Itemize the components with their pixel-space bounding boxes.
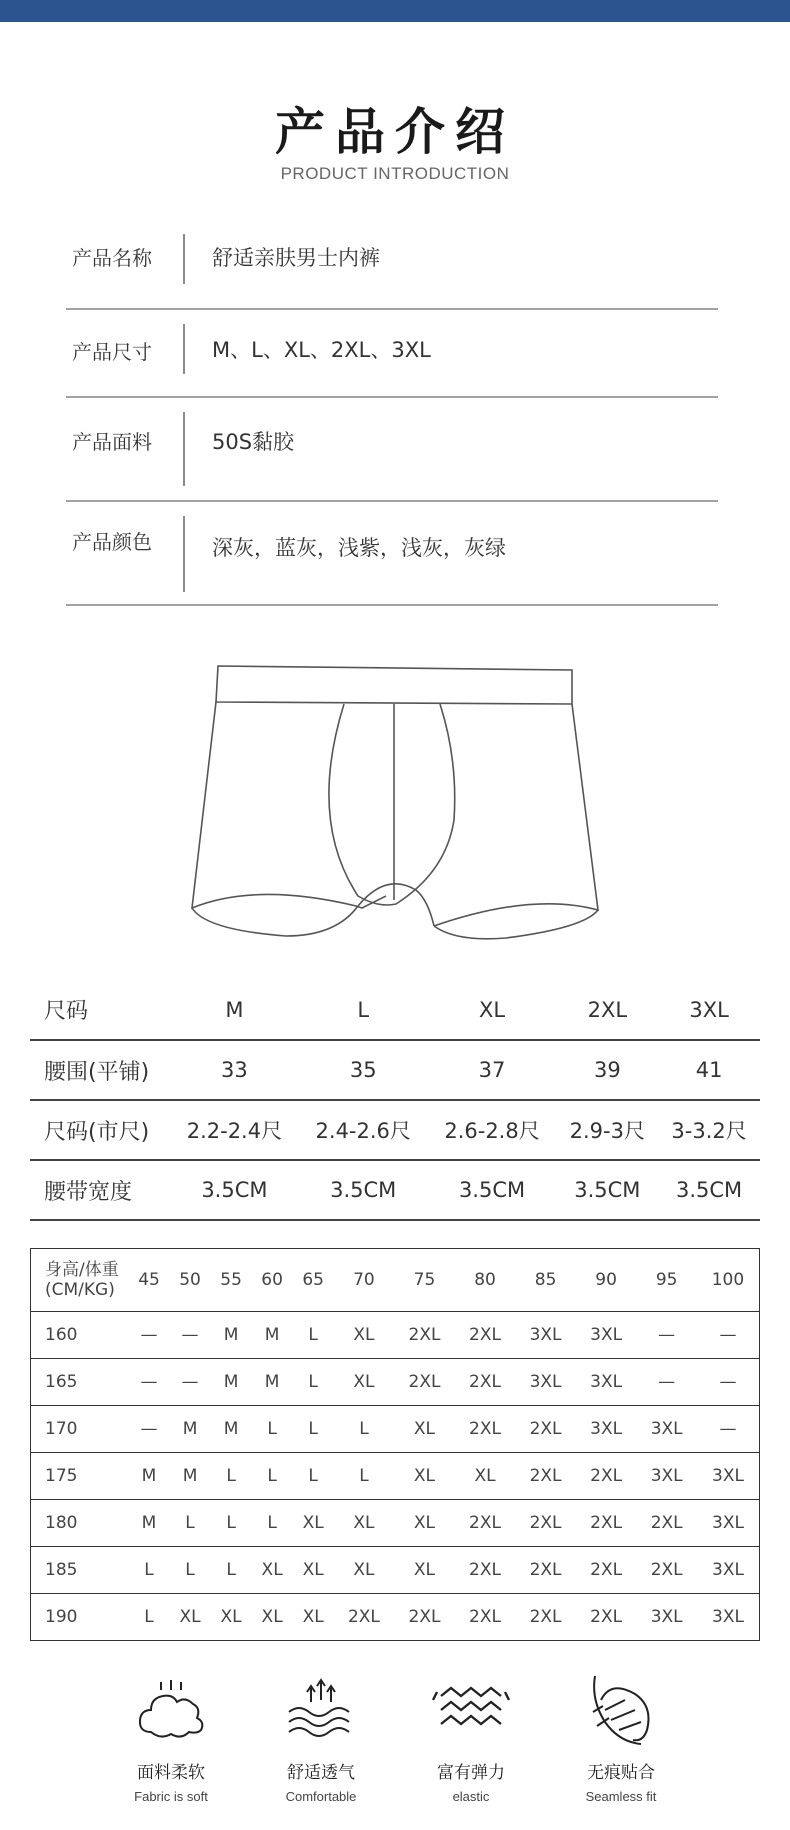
fit-header-line2: (CM/KG) bbox=[45, 1280, 115, 1300]
feature-title: 面料柔软 bbox=[137, 1763, 205, 1783]
height-cell: 165 bbox=[31, 1359, 129, 1406]
fit-row bbox=[31, 1359, 760, 1406]
info-value: 深灰，蓝灰，浅紫，浅灰，灰绿 bbox=[212, 536, 506, 560]
info-label: 产品颜色 bbox=[72, 530, 152, 554]
feature-title: 舒适透气 bbox=[287, 1763, 355, 1783]
fit-size-cell: M bbox=[170, 1406, 211, 1453]
top-color-bar bbox=[0, 0, 790, 22]
fit-corner-header bbox=[31, 1249, 129, 1312]
info-label: 产品尺寸 bbox=[72, 340, 152, 364]
height-weight-fit-table bbox=[30, 1248, 760, 1641]
size-cell: L bbox=[299, 980, 428, 1040]
fit-size-cell: XL bbox=[170, 1594, 211, 1641]
size-cell: 2.9-3尺 bbox=[556, 1100, 658, 1160]
size-cell: 2.2-2.4尺 bbox=[170, 1100, 299, 1160]
feature-caption: Fabric is soft bbox=[134, 1789, 208, 1804]
weight-header: 80 bbox=[455, 1249, 516, 1312]
left-leg-outline bbox=[192, 702, 386, 908]
fit-size-cell: XL bbox=[334, 1312, 395, 1359]
fit-header-row bbox=[31, 1249, 760, 1312]
weight-header: 65 bbox=[293, 1249, 334, 1312]
fit-size-cell: 2XL bbox=[515, 1500, 576, 1547]
size-cell: 33 bbox=[170, 1040, 299, 1100]
height-cell: 185 bbox=[31, 1547, 129, 1594]
fit-size-cell: XL bbox=[455, 1453, 516, 1500]
fit-size-cell: — bbox=[697, 1312, 760, 1359]
row-header: 尺码(市尺) bbox=[30, 1100, 170, 1160]
fit-size-cell: M bbox=[170, 1453, 211, 1500]
fit-row bbox=[31, 1547, 760, 1594]
fit-size-cell: 3XL bbox=[697, 1594, 760, 1641]
fit-size-cell: M bbox=[129, 1500, 170, 1547]
fit-size-cell: 2XL bbox=[394, 1594, 455, 1641]
info-value: 舒适亲肤男士内裤 bbox=[212, 246, 380, 270]
row-header: 腰带宽度 bbox=[30, 1160, 170, 1220]
fit-row bbox=[31, 1406, 760, 1453]
fit-size-cell: L bbox=[293, 1312, 334, 1359]
fit-size-cell: 3XL bbox=[576, 1406, 637, 1453]
info-label: 产品名称 bbox=[72, 246, 152, 270]
fit-size-cell: 2XL bbox=[515, 1453, 576, 1500]
weight-header: 95 bbox=[636, 1249, 697, 1312]
fit-size-cell: M bbox=[211, 1359, 252, 1406]
fit-row bbox=[31, 1453, 760, 1500]
fit-size-cell: XL bbox=[293, 1500, 334, 1547]
fit-size-cell: — bbox=[129, 1406, 170, 1453]
size-cell: 3XL bbox=[658, 980, 760, 1040]
fit-size-cell: L bbox=[334, 1453, 395, 1500]
info-value: 50S黏胶 bbox=[212, 430, 295, 454]
weight-header: 90 bbox=[576, 1249, 637, 1312]
fit-size-cell: 2XL bbox=[455, 1547, 516, 1594]
height-cell: 190 bbox=[31, 1594, 129, 1641]
elastic-zigzag-icon bbox=[431, 1670, 511, 1750]
divider bbox=[183, 324, 185, 374]
feature-seamless bbox=[546, 1670, 696, 1804]
fit-size-cell: XL bbox=[394, 1406, 455, 1453]
fit-size-cell: L bbox=[170, 1500, 211, 1547]
height-cell: 180 bbox=[31, 1500, 129, 1547]
fit-size-cell: 2XL bbox=[636, 1547, 697, 1594]
weight-header: 55 bbox=[211, 1249, 252, 1312]
fit-size-cell: L bbox=[211, 1500, 252, 1547]
fit-size-cell: — bbox=[697, 1359, 760, 1406]
fit-size-cell: L bbox=[293, 1359, 334, 1406]
size-row-chi bbox=[30, 1100, 760, 1160]
fit-size-cell: XL bbox=[293, 1547, 334, 1594]
size-cell: XL bbox=[428, 980, 557, 1040]
fit-row bbox=[31, 1312, 760, 1359]
page-subtitle: PRODUCT INTRODUCTION bbox=[280, 164, 510, 183]
page-title: 产品介绍 bbox=[275, 103, 515, 161]
row-header: 腰围(平铺) bbox=[30, 1040, 170, 1100]
divider bbox=[183, 234, 185, 284]
size-cell: 37 bbox=[428, 1040, 557, 1100]
fit-size-cell: XL bbox=[334, 1547, 395, 1594]
fit-size-cell: — bbox=[170, 1312, 211, 1359]
size-row-size bbox=[30, 980, 760, 1040]
feather-icon bbox=[581, 1670, 661, 1750]
size-row-band bbox=[30, 1160, 760, 1220]
fit-size-cell: — bbox=[636, 1359, 697, 1406]
fit-size-cell: 2XL bbox=[455, 1406, 516, 1453]
fit-size-cell: 2XL bbox=[576, 1594, 637, 1641]
fit-size-cell: 3XL bbox=[697, 1547, 760, 1594]
fit-size-cell: XL bbox=[334, 1500, 395, 1547]
divider bbox=[183, 516, 185, 592]
row-header: 尺码 bbox=[30, 980, 170, 1040]
fit-size-cell: 2XL bbox=[394, 1312, 455, 1359]
fit-size-cell: 2XL bbox=[515, 1547, 576, 1594]
fit-size-cell: 3XL bbox=[576, 1312, 637, 1359]
fit-size-cell: 3XL bbox=[697, 1500, 760, 1547]
size-cell: 3.5CM bbox=[556, 1160, 658, 1220]
fit-size-cell: 2XL bbox=[455, 1312, 516, 1359]
fit-size-cell: 2XL bbox=[334, 1594, 395, 1641]
size-cell: 41 bbox=[658, 1040, 760, 1100]
fit-size-cell: 3XL bbox=[636, 1406, 697, 1453]
left-hem bbox=[192, 906, 358, 936]
fit-size-cell: 2XL bbox=[455, 1500, 516, 1547]
feature-title: 富有弹力 bbox=[437, 1763, 505, 1783]
size-cell: 2XL bbox=[556, 980, 658, 1040]
fit-size-cell: L bbox=[211, 1547, 252, 1594]
fit-size-cell: L bbox=[252, 1453, 293, 1500]
height-cell: 160 bbox=[31, 1312, 129, 1359]
size-cell: 3.5CM bbox=[299, 1160, 428, 1220]
size-table bbox=[30, 980, 760, 1221]
fit-size-cell: L bbox=[293, 1453, 334, 1500]
fit-size-cell: XL bbox=[252, 1547, 293, 1594]
info-row-name bbox=[66, 222, 718, 310]
fit-size-cell: M bbox=[252, 1359, 293, 1406]
weight-header: 85 bbox=[515, 1249, 576, 1312]
product-info-list bbox=[66, 222, 718, 606]
fit-size-cell: XL bbox=[334, 1359, 395, 1406]
fit-size-cell: 2XL bbox=[576, 1453, 637, 1500]
fit-size-cell: L bbox=[170, 1547, 211, 1594]
feature-elastic bbox=[396, 1670, 546, 1804]
fit-size-cell: 3XL bbox=[636, 1453, 697, 1500]
fit-size-cell: M bbox=[211, 1406, 252, 1453]
height-cell: 170 bbox=[31, 1406, 129, 1453]
fit-size-cell: 2XL bbox=[515, 1406, 576, 1453]
weight-header: 100 bbox=[697, 1249, 760, 1312]
underwear-line-drawing bbox=[186, 660, 606, 946]
fit-size-cell: L bbox=[129, 1547, 170, 1594]
fit-size-cell: 3XL bbox=[697, 1453, 760, 1500]
fit-size-cell: M bbox=[252, 1312, 293, 1359]
fit-size-cell: 3XL bbox=[515, 1312, 576, 1359]
size-cell: 3.5CM bbox=[658, 1160, 760, 1220]
fit-size-cell: XL bbox=[394, 1500, 455, 1547]
fit-size-cell: XL bbox=[394, 1547, 455, 1594]
feature-icons bbox=[96, 1670, 696, 1820]
fit-size-cell: 2XL bbox=[576, 1547, 637, 1594]
fit-size-cell: XL bbox=[211, 1594, 252, 1641]
info-row-fabric bbox=[66, 398, 718, 502]
fit-size-cell: L bbox=[211, 1453, 252, 1500]
right-hem bbox=[434, 910, 598, 939]
fit-size-cell: — bbox=[129, 1359, 170, 1406]
feature-caption: elastic bbox=[452, 1789, 490, 1804]
fit-size-cell: 3XL bbox=[515, 1359, 576, 1406]
size-row-waist bbox=[30, 1040, 760, 1100]
breathable-waves-icon bbox=[281, 1670, 361, 1750]
fit-size-cell: XL bbox=[293, 1594, 334, 1641]
size-cell: M bbox=[170, 980, 299, 1040]
fit-size-cell: 2XL bbox=[636, 1500, 697, 1547]
info-label: 产品面料 bbox=[72, 430, 152, 454]
height-cell: 175 bbox=[31, 1453, 129, 1500]
fit-size-cell: XL bbox=[394, 1453, 455, 1500]
fit-size-cell: L bbox=[334, 1406, 395, 1453]
fit-header-line1: 身高/体重 bbox=[45, 1260, 119, 1280]
divider bbox=[183, 412, 185, 486]
fit-size-cell: 2XL bbox=[455, 1359, 516, 1406]
cloud-icon bbox=[131, 1670, 211, 1750]
fit-size-cell: L bbox=[129, 1594, 170, 1641]
waistband-outline bbox=[216, 666, 572, 704]
size-cell: 3.5CM bbox=[170, 1160, 299, 1220]
weight-header: 75 bbox=[394, 1249, 455, 1312]
fit-row bbox=[31, 1594, 760, 1641]
fit-size-cell: 2XL bbox=[576, 1500, 637, 1547]
pouch-outline bbox=[329, 704, 455, 905]
size-cell: 35 bbox=[299, 1040, 428, 1100]
fit-size-cell: L bbox=[252, 1500, 293, 1547]
fit-size-cell: — bbox=[636, 1312, 697, 1359]
size-cell: 3.5CM bbox=[428, 1160, 557, 1220]
weight-header: 45 bbox=[129, 1249, 170, 1312]
feature-caption: Comfortable bbox=[285, 1789, 357, 1804]
fit-size-cell: 3XL bbox=[636, 1594, 697, 1641]
size-cell: 2.4-2.6尺 bbox=[299, 1100, 428, 1160]
feature-caption: Seamless fit bbox=[585, 1789, 657, 1804]
fit-size-cell: — bbox=[697, 1406, 760, 1453]
fit-size-cell: — bbox=[129, 1312, 170, 1359]
info-value: M、L、XL、2XL、3XL bbox=[212, 338, 431, 362]
feature-breathable bbox=[246, 1670, 396, 1804]
fit-size-cell: — bbox=[170, 1359, 211, 1406]
size-cell: 39 bbox=[556, 1040, 658, 1100]
fit-size-cell: 2XL bbox=[394, 1359, 455, 1406]
weight-header: 70 bbox=[334, 1249, 395, 1312]
feature-title: 无痕贴合 bbox=[587, 1763, 655, 1783]
fit-size-cell: M bbox=[211, 1312, 252, 1359]
size-cell: 2.6-2.8尺 bbox=[428, 1100, 557, 1160]
weight-header: 50 bbox=[170, 1249, 211, 1312]
size-cell: 3-3.2尺 bbox=[658, 1100, 760, 1160]
fit-size-cell: 2XL bbox=[515, 1594, 576, 1641]
info-row-size bbox=[66, 310, 718, 398]
weight-header: 60 bbox=[252, 1249, 293, 1312]
fit-size-cell: M bbox=[129, 1453, 170, 1500]
fit-size-cell: L bbox=[252, 1406, 293, 1453]
fit-size-cell: 3XL bbox=[576, 1359, 637, 1406]
fit-size-cell: 2XL bbox=[455, 1594, 516, 1641]
info-row-color bbox=[66, 502, 718, 606]
right-leg-outline bbox=[434, 704, 598, 926]
fit-row bbox=[31, 1500, 760, 1547]
feature-soft bbox=[96, 1670, 246, 1804]
fit-size-cell: L bbox=[293, 1406, 334, 1453]
fit-size-cell: XL bbox=[252, 1594, 293, 1641]
